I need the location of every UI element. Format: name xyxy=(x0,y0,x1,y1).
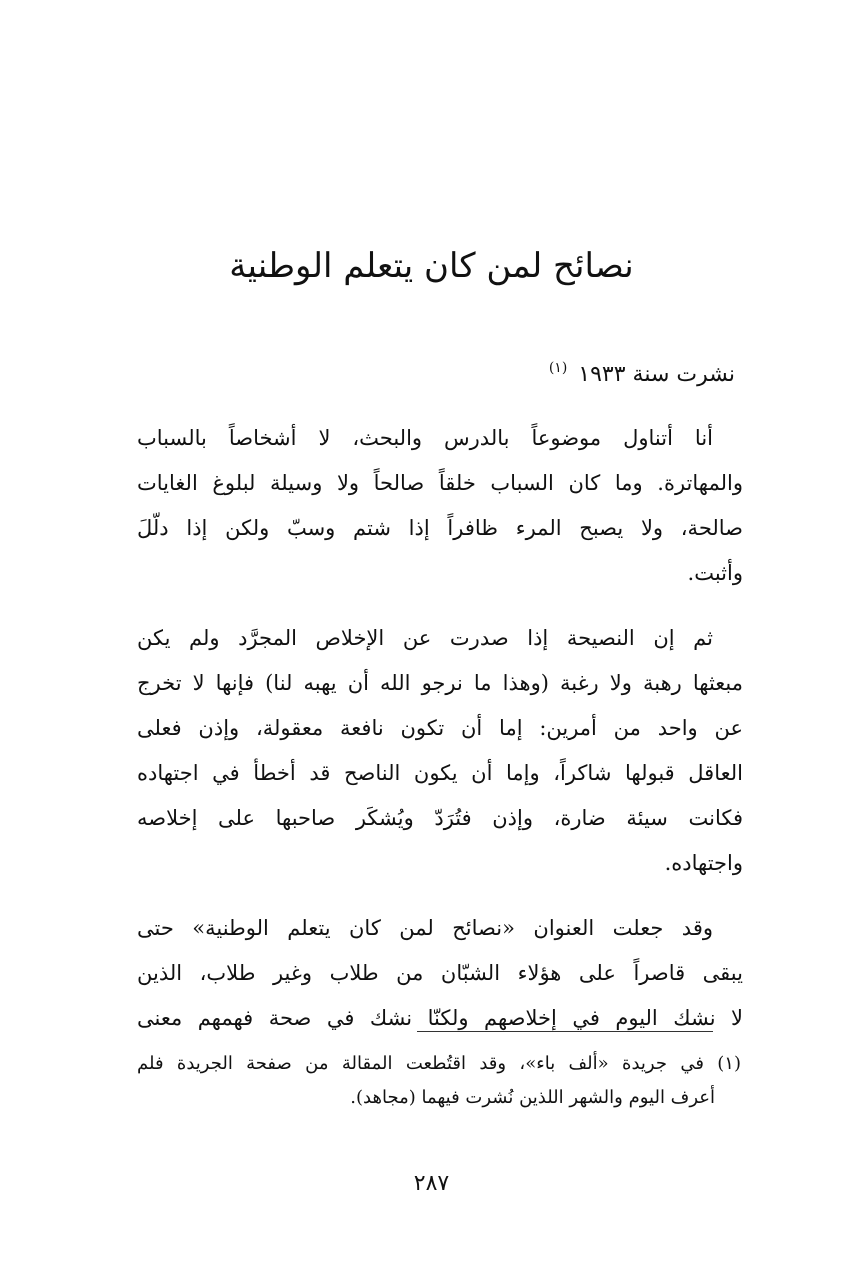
text-line: ثم إن النصيحة إذا صدرت عن الإخلاص المجرَّد ولم يكن xyxy=(137,626,713,650)
text-line: واجتهاده. xyxy=(664,851,743,875)
text-line: لا نشك اليوم في إخلاصهم ولكنّا نشك في صحة فهمهم معنى xyxy=(137,1006,743,1030)
footnote xyxy=(137,1047,741,1115)
text-line: يبقى قاصراً على هؤلاء الشبّان من طلاب وغير طلاب، الذين xyxy=(137,961,743,985)
footnote-line: (١) في جريدة «ألف باء»، وقد اقتُطعت المقالة من صفحة الجريدة فلم xyxy=(137,1053,741,1074)
footnote-divider xyxy=(417,1031,713,1032)
text-line: فكانت سيئة ضارة، وإذن فتُرَدّ ويُشكَر صاحبها على إخلاصه xyxy=(137,806,743,830)
publication-note xyxy=(335,348,735,395)
text-line: العاقل قبولها شاكراً، وإما أن يكون الناصح قد أخطأ في اجتهاده xyxy=(137,761,743,785)
page-number: ٢٨٧ xyxy=(413,1171,450,1196)
text-line: عن واحد من أمرين: إما أن تكون نافعة معقولة، وإذن فعلى xyxy=(137,716,743,740)
text-line: والمهاترة. وما كان السباب خلقاً صالحاً ولا وسيلة لبلوغ الغايات xyxy=(137,471,743,495)
publication-date: نشرت سنة ١٩٣٣ xyxy=(578,362,735,387)
paragraph-2 xyxy=(137,616,743,886)
article-body xyxy=(137,416,743,1061)
text-line: وأثبت. xyxy=(687,561,743,585)
article-title: نصائح لمن كان يتعلم الوطنية xyxy=(229,246,634,286)
footnote-line: أعرف اليوم والشهر اللذين نُشرت فيهما (مجاهد). xyxy=(350,1087,715,1108)
text-line: أنا أتناول موضوعاً بالدرس والبحث، لا أشخاصاً بالسباب xyxy=(137,426,713,450)
footnote-reference: (١) xyxy=(548,360,568,376)
text-line: صالحة، ولا يصبح المرء ظافراً إذا شتم وسبّ ولكن إذا دلّلَ xyxy=(137,516,743,540)
text-line: مبعثها رهبة ولا رغبة (وهذا ما نرجو الله أن يهبه لنا) فإنها لا تخرج xyxy=(137,671,743,695)
paragraph-1 xyxy=(137,416,743,596)
text-line: وقد جعلت العنوان «نصائح لمن كان يتعلم الوطنية» حتى xyxy=(137,916,713,940)
paragraph-3 xyxy=(137,906,743,1041)
